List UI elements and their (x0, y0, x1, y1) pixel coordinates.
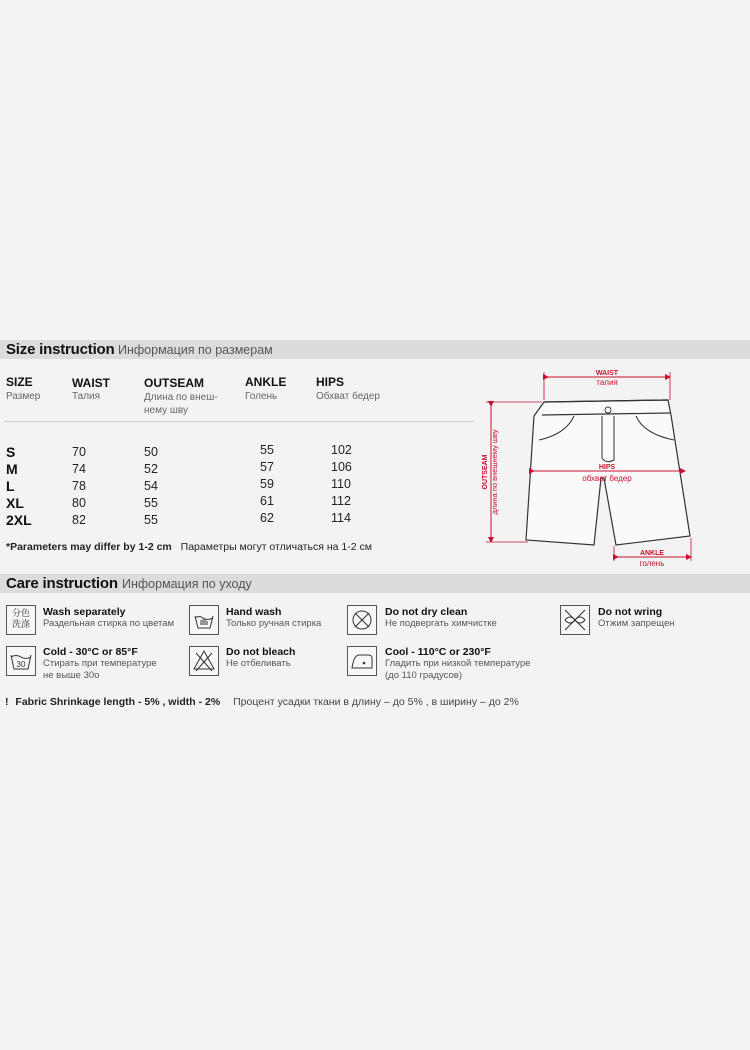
wash-30-icon (6, 646, 36, 676)
outseam-value: 54 (144, 479, 158, 493)
column-sub-ankle: Голень (245, 391, 278, 402)
ankle-value: 61 (260, 494, 274, 508)
table-divider (4, 421, 474, 422)
care-title: Wash separately (43, 606, 126, 618)
hips-value: 112 (331, 494, 351, 508)
size-label: S (6, 444, 16, 460)
waist-value: 78 (72, 479, 86, 493)
care-title: Hand wash (226, 606, 282, 618)
separate-wash-icon-text: 分色 洗涤 (11, 609, 30, 630)
waist-value: 74 (72, 462, 86, 476)
parameters-note (6, 541, 372, 553)
outseam-label-ru: длина по внешнему шву (490, 429, 499, 515)
hips-label-ru: обхват бедер (582, 474, 632, 483)
column-header-size: SIZE (6, 375, 33, 389)
hand-wash-icon (189, 605, 219, 635)
ankle-label-ru: голень (639, 559, 665, 568)
hips-value: 110 (331, 477, 351, 491)
waist-value: 70 (72, 445, 86, 459)
separate-wash-icon (6, 605, 36, 635)
care-desc: Гладить при низкой температуре (до 110 градусов) (385, 658, 531, 681)
care-title: Do not bleach (226, 646, 296, 658)
column-header-hips: HIPS (316, 375, 345, 389)
waist-value: 80 (72, 496, 86, 510)
waist-label-ru: талия (596, 378, 618, 387)
ankle-value: 55 (260, 443, 274, 457)
hips-value: 106 (331, 460, 352, 474)
ankle-label: ANKLE (639, 550, 665, 557)
no-dry-clean-icon (347, 605, 377, 635)
size-label: 2XL (6, 512, 32, 528)
parameters-note-en: *Parameters may differ by 1-2 cm (6, 541, 172, 553)
shrinkage-en: Fabric Shrinkage length - 5% , width - 2% (15, 696, 221, 708)
hips-label: HIPS (598, 464, 616, 471)
size-label: XL (6, 495, 24, 511)
ankle-value: 57 (260, 460, 274, 474)
outseam-value: 55 (144, 496, 158, 510)
shrinkage-mark: ! (5, 696, 9, 708)
column-sub-size: Размер (6, 391, 41, 402)
outseam-label: OUTSEAM (482, 454, 489, 490)
hips-value: 114 (331, 511, 351, 525)
column-sub-outseam: Длина по внеш- нему шву (144, 392, 218, 416)
care-title: Cool - 110°C or 230°F (385, 646, 491, 658)
size-label: L (6, 478, 15, 494)
size-section-header (0, 340, 750, 359)
care-section-title: Care instruction (6, 575, 118, 592)
care-desc: Стирать при температуре не выше 30о (43, 658, 157, 681)
shrinkage-note (5, 696, 519, 708)
care-section-header (0, 574, 750, 593)
care-desc: Не подвергать химчистке (385, 618, 497, 629)
care-desc: Отжим запрещен (598, 618, 675, 629)
no-bleach-icon (189, 646, 219, 676)
no-wring-icon (560, 605, 590, 635)
care-title: Do not dry clean (385, 606, 468, 618)
care-title: Do not wring (598, 606, 663, 618)
care-desc: Только ручная стирка (226, 618, 322, 629)
parameters-note-ru: Параметры могут отличаться на 1-2 см (180, 541, 372, 553)
wash-temperature: 30 (16, 660, 26, 669)
size-section-title: Size instruction (6, 341, 115, 358)
care-desc: Не отбеливать (226, 658, 291, 669)
column-sub-hips: Обхват бедер (316, 391, 380, 402)
shorts-outline (526, 400, 690, 545)
column-sub-waist: Талия (72, 391, 101, 402)
outseam-value: 50 (144, 445, 158, 459)
shrinkage-ru: Процент усадки ткани в длину – до 5% , в ширину – до 2% (233, 696, 519, 708)
column-header-outseam: OUTSEAM (144, 376, 204, 390)
ankle-value: 62 (260, 511, 274, 525)
outseam-value: 52 (144, 462, 158, 476)
ankle-value: 59 (260, 477, 274, 491)
column-header-ankle: ANKLE (245, 375, 287, 389)
shorts-measurement-diagram (476, 360, 750, 570)
size-label: M (6, 461, 18, 477)
size-section-subtitle: Информация по размерам (118, 343, 273, 357)
waist-value: 82 (72, 513, 86, 527)
column-header-waist: WAIST (72, 376, 110, 390)
outseam-value: 55 (144, 513, 158, 527)
hips-value: 102 (331, 443, 352, 457)
care-title: Cold - 30°C or 85°F (43, 646, 138, 658)
waist-label: WAIST (595, 370, 619, 377)
care-desc: Раздельная стирка по цветам (43, 618, 175, 629)
care-section-subtitle: Информация по уходу (122, 577, 252, 591)
iron-low-icon (347, 646, 377, 676)
